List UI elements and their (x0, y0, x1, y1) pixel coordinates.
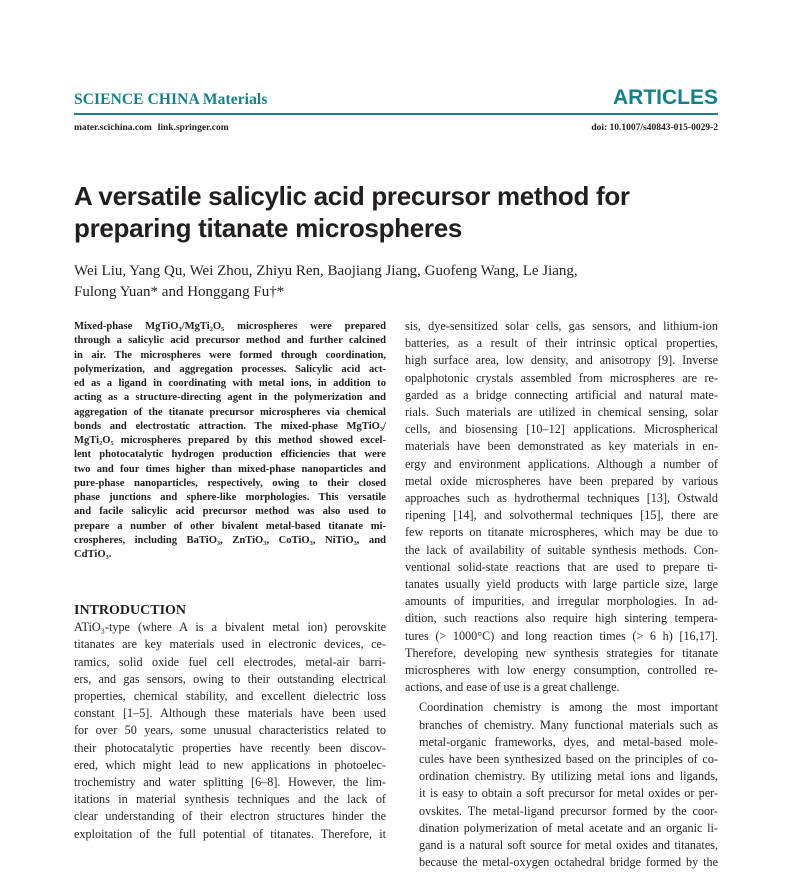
journal-link-scichina[interactable]: mater.scichina.com (74, 123, 152, 133)
section-label: ARTICLES (613, 86, 718, 109)
doi-text: doi: 10.1007/s40843-015-0029-2 (591, 123, 718, 133)
text-line: Mixed-phase MgTiO₃/MgTi₂O₅ microspheres were prepared (74, 321, 386, 332)
text-line: microspheres with low energy consumption, controlled re- (405, 663, 718, 678)
text-line: CdTiO₃. (74, 549, 112, 560)
body-paragraph (405, 699, 718, 871)
text-line: prepare a number of other bivalent metal-based titanate mi- (74, 520, 386, 532)
text-line: cells, and biosensing [10–12] applications. Microspherical (405, 422, 718, 437)
left-column (74, 320, 386, 843)
text-line: polymerization, and aggregation processes. Salicylic acid act- (74, 363, 386, 375)
right-column (405, 318, 718, 872)
text-line: opalphotonic crystals assembled from microspheres are re- (405, 370, 718, 385)
text-line: ergy and environment applications. Although a number of (405, 456, 718, 471)
text-line: because the metal-oxygen octahedral bridge formed by the (419, 855, 718, 870)
title-line: A versatile salicylic acid precursor method for (74, 181, 630, 211)
text-line: their photocatalytic properties have recently been discov- (74, 740, 386, 755)
text-line: and facile salicylic acid precursor method was also used to (74, 506, 386, 518)
text-line: ovskites. The metal-ligand precursor formed by the coor- (419, 803, 718, 818)
text-line: dination polymerization of metal acetate and an organic li- (419, 820, 718, 835)
journal-link-springer[interactable]: link.springer.com (157, 123, 229, 133)
text-line: itations in material synthesis techniques and the lack of (74, 792, 386, 807)
text-line: in air. The microspheres were formed through coordination, (74, 349, 386, 361)
text-line: few reports on titanate microspheres, which may be due to (405, 525, 718, 540)
text-line: titanates are key materials used in electronic devices, ce- (74, 637, 386, 652)
text-line: ers, and gas sensors, owing to their outstanding electrical (74, 671, 386, 686)
text-line: constant [1–5]. Although these materials have been used (74, 706, 386, 721)
text-line: Therefore, developing new synthesis strategies for titanate (405, 645, 718, 660)
text-line: ed as a ligand in coordinating with metal ions, in addition to (74, 378, 386, 389)
text-line: approaches such as hydrothermal techniques [13], Ostwald (405, 491, 718, 506)
body-paragraph (405, 318, 718, 696)
text-line: ventional solid-state reactions that are used to prepare ti- (405, 559, 718, 574)
abstract (74, 320, 386, 562)
text-line: rials. Such materials are utilized in chemical sensing, solar (405, 405, 718, 420)
journal-links (74, 123, 229, 133)
text-line: cules have been synthesized based on the principles of co- (419, 752, 718, 767)
text-line: actions, and ease of use is a great challenge. (405, 680, 620, 695)
journal-name: SCIENCE CHINA Materials (74, 91, 268, 108)
text-line: lent photocatalytic hydrogen production efficiencies that were (74, 449, 386, 461)
text-line: garded as a bridge connecting artificial and natural mate- (405, 387, 718, 402)
text-line: trochemistry and water splitting [6–8]. However, the lim- (74, 775, 386, 790)
text-line: two and four times higher than mixed-phase nanoparticles and (74, 463, 386, 475)
text-line: through a salicylic acid precursor method and further calcined (74, 335, 386, 347)
text-line: ramics, solid oxide fuel cell electrodes, metal-air barri- (74, 654, 386, 669)
intro-paragraph (74, 619, 386, 843)
text-line: the lack of availability of suitable synthesis methods. Con- (405, 542, 718, 557)
text-line: branches of chemistry. Many functional materials such as (419, 717, 718, 732)
text-line: metal oxide microspheres have been prepared by various (405, 473, 718, 488)
text-line: aggregation of the titanate precursor microspheres via chemical (74, 406, 386, 418)
text-line: pure-phase nanoparticles, respectively, owing to their closed (74, 477, 386, 489)
text-line: dition, such reactions also require high sintering tempera- (405, 611, 718, 626)
text-line: phase junctions and sphere-like morphologies. This versatile (74, 492, 386, 503)
text-line: exploitation of the full potential of titanates. Therefore, it (74, 826, 386, 841)
intro-heading: INTRODUCTION (74, 603, 187, 619)
text-line: bonds and electrostatic attraction. The mixed-phase MgTiO₃/ (74, 420, 386, 432)
text-line: ripening [14], and solvothermal techniques [15], there are (405, 508, 718, 523)
text-line: amounts of impurities, and irregular morphologies. In ad- (405, 594, 718, 609)
text-line: ordination chemistry. By utilizing metal ions and ligands, (419, 769, 718, 784)
text-line: crospheres, including BaTiO₃, ZnTiO₃, CoTiO₃, NiTiO₃, and (74, 534, 386, 546)
text-line: it is easy to obtain a soft precursor for metal oxides or per- (419, 786, 718, 801)
article-title (74, 180, 694, 244)
text-line: MgTi₂O₅ microspheres prepared by this method showed excel- (74, 435, 386, 446)
text-line: Coordination chemistry is among the most important (419, 700, 718, 715)
text-line: acting as a structure-directing agent in the polymerization and (74, 392, 386, 404)
header-rule (74, 113, 718, 115)
text-line: for over 50 years, some unusual characteristics related to (74, 723, 386, 738)
text-line: metal-organic frameworks, dyes, and metal-based mole- (419, 734, 718, 749)
author-line: Wei Liu, Yang Qu, Wei Zhou, Zhiyu Ren, Baojiang Jiang, Guofeng Wang, Le Jiang, (74, 263, 578, 279)
text-line: tanates usually yield products with large particle size, large (405, 577, 718, 592)
text-line: high surface area, low density, and anisotropy [9]. Inverse (405, 353, 718, 368)
text-line: clear understanding of their electron structures hinder the (74, 809, 386, 824)
author-list (74, 261, 714, 303)
text-line: sis, dye-sensitized solar cells, gas sensors, and lithium-ion (405, 319, 718, 333)
text-line: gand is a natural soft source for metal oxides and titanates, (419, 838, 718, 853)
text-line: properties, chemical stability, and excellent dielectric loss (74, 689, 386, 704)
text-line: tures (> 1000°C) and long reaction times (> 6 h) [16,17]. (405, 628, 718, 643)
text-line: ATiO₃-type (where A is a bivalent metal ion) perovskite (74, 620, 386, 635)
text-line: materials have been demonstrated as key materials in en- (405, 439, 718, 454)
text-line: ered, which might lead to new applications in photoelec- (74, 757, 386, 772)
text-line: batteries, as a result of their intrinsic optical properties, (405, 336, 718, 351)
author-line: Fulong Yuan* and Honggang Fu†* (74, 284, 285, 300)
title-line: preparing titanate microspheres (74, 213, 463, 243)
